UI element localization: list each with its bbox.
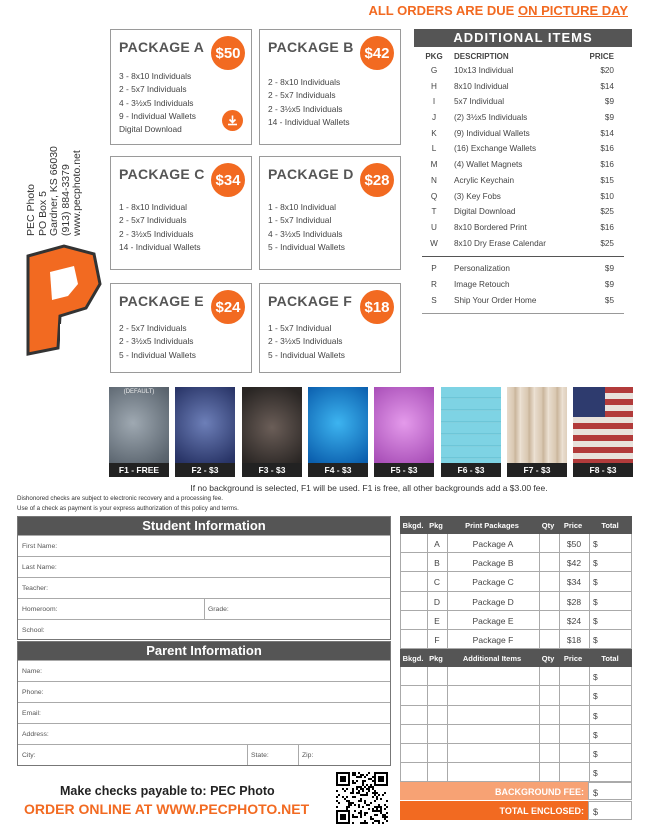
price-badge: $50: [211, 36, 245, 70]
package-title: PACKAGE A: [119, 39, 205, 55]
state-field: State:: [251, 752, 269, 759]
print-package-row[interactable]: D Package D $28 $: [401, 592, 631, 611]
address-field[interactable]: Address:: [18, 723, 390, 744]
additional-items-header: Bkgd. Pkg Additional Items Qty Price Total: [400, 649, 632, 667]
additional-order-row[interactable]: $: [401, 706, 631, 725]
additional-order-row[interactable]: $: [401, 744, 631, 763]
due-emphasis: ON PICTURE DAY: [517, 3, 628, 18]
zip-field: Zip:: [302, 752, 314, 759]
additional-item-row: U 8x10 Bordered Print $16: [431, 222, 614, 232]
package-a-card[interactable]: [110, 29, 252, 145]
disclaimer-line: Use of a check as payment is your express authorization of this policy and terms.: [17, 505, 239, 512]
background-fee-row[interactable]: BACKGROUND FEE: $: [400, 782, 632, 801]
price-badge: $24: [211, 290, 245, 324]
last-name-field[interactable]: Last Name:: [18, 556, 390, 577]
package-f-card[interactable]: [259, 283, 401, 373]
package-items: 2 - 5x7 Individuals 2 - 3½x5 Individuals 5 - Individual Wallets: [119, 323, 196, 360]
additional-item-row: S Ship Your Order Home $5: [431, 295, 614, 305]
package-title: PACKAGE B: [268, 39, 354, 55]
package-d-card[interactable]: [259, 156, 401, 270]
additional-order-row[interactable]: $: [401, 686, 631, 705]
additional-item-row: K (9) Individual Wallets $14: [431, 128, 614, 138]
order-online-link[interactable]: ORDER ONLINE AT WWW.PECPHOTO.NET: [24, 801, 310, 817]
order-table: [400, 516, 632, 820]
additional-order-row[interactable]: $: [401, 763, 631, 782]
homeroom-field: Homeroom:: [22, 606, 58, 613]
parent-name-field[interactable]: Name:: [18, 660, 390, 681]
background-note: If no background is selected, F1 will be used. F1 is free, all other backgrounds add a $3.00 fee.: [190, 483, 548, 493]
package-items: 1 - 5x7 Individual 2 - 3½x5 Individuals 5 - Individual Wallets: [268, 323, 345, 360]
package-e-card[interactable]: [110, 283, 252, 373]
additional-item-row: M (4) Wallet Magnets $16: [430, 160, 614, 170]
background-f5[interactable]: F5 - $3: [374, 387, 434, 477]
download-icon: [222, 110, 243, 131]
price-badge: $18: [360, 290, 394, 324]
total-enclosed-row[interactable]: TOTAL ENCLOSED: $: [400, 801, 632, 820]
student-info-form: [17, 516, 391, 640]
package-items: 2 - 8x10 Individuals 2 - 5x7 Individuals 2 - 3½x5 Individuals 14 - Individual Wallets: [268, 77, 350, 127]
flag-stars: [573, 387, 605, 417]
city-field: City:: [22, 752, 36, 759]
package-title: PACKAGE D: [268, 166, 354, 182]
package-title: PACKAGE C: [119, 166, 205, 182]
additional-item-row: T Digital Download $25: [431, 207, 614, 217]
parent-info-title: Parent Information: [18, 642, 390, 660]
price-badge: $42: [360, 36, 394, 70]
disclaimer-line: Dishonored checks are subject to electronic recovery and a processing fee.: [17, 495, 224, 502]
additional-items-title: ADDITIONAL ITEMS: [414, 29, 632, 47]
print-package-row[interactable]: B Package B $42 $: [401, 553, 631, 572]
package-title: PACKAGE E: [119, 293, 204, 309]
price-badge: $28: [360, 163, 394, 197]
additional-items-header: PKG DESCRIPTION PRICE: [425, 52, 614, 61]
additional-item-row: I 5x7 Individual $9: [432, 97, 614, 107]
checks-payable: Make checks payable to: PEC Photo: [60, 784, 275, 798]
background-f2[interactable]: F2 - $3: [175, 387, 235, 477]
company-address: PEC Photo PO Box 5 Gardner, KS 66030 (913) 884-3379 www.pecphoto.net: [25, 146, 84, 236]
due-notice: ALL ORDERS ARE DUE ON PICTURE DAY: [368, 3, 628, 18]
package-b-card[interactable]: [259, 29, 401, 145]
print-package-row[interactable]: A Package A $50 $: [401, 534, 631, 553]
additional-item-row: J (2) 3½x5 Individuals $9: [431, 113, 614, 123]
background-f8[interactable]: F8 - $3: [573, 387, 633, 477]
additional-item-row: L (16) Exchange Wallets $16: [431, 144, 614, 154]
print-package-row[interactable]: F Package F $18 $: [401, 630, 631, 649]
student-info-title: Student Information: [18, 517, 390, 535]
package-c-card[interactable]: [110, 156, 252, 270]
phone-field[interactable]: Phone:: [18, 681, 390, 702]
divider: [422, 313, 624, 314]
package-title: PACKAGE F: [268, 293, 353, 309]
parent-info-form: [17, 641, 391, 766]
print-packages-header: Bkgd. Pkg Print Packages Qty Price Total: [400, 516, 632, 534]
price-badge: $34: [211, 163, 245, 197]
background-f6[interactable]: F6 - $3: [441, 387, 501, 477]
additional-items-table: [414, 29, 632, 314]
qr-code[interactable]: [334, 770, 390, 831]
pec-logo: [22, 244, 104, 361]
email-field[interactable]: Email:: [18, 702, 390, 723]
divider: [422, 256, 624, 257]
background-f1[interactable]: (DEFAULT) F1 - FREE: [109, 387, 169, 477]
additional-order-row[interactable]: $: [401, 667, 631, 686]
additional-item-row: N Acrylic Keychain $15: [431, 175, 614, 185]
teacher-field[interactable]: Teacher:: [18, 577, 390, 598]
print-package-row[interactable]: C Package C $34 $: [401, 572, 631, 591]
additional-item-row: R Image Retouch $9: [431, 279, 614, 289]
package-items: 1 - 8x10 Individual 2 - 5x7 Individuals 2 - 3½x5 Individuals 14 - Individual Wallets: [119, 202, 201, 252]
background-f4[interactable]: F4 - $3: [308, 387, 368, 477]
school-field[interactable]: School:: [18, 619, 390, 640]
additional-item-row: Q (3) Key Fobs $10: [430, 191, 614, 201]
background-f7[interactable]: F7 - $3: [507, 387, 567, 477]
city-state-zip-row[interactable]: [18, 744, 390, 765]
homeroom-grade-row[interactable]: [18, 598, 390, 619]
package-items: 3 - 8x10 Individuals 2 - 5x7 Individuals 4 - 3½x5 Individuals 9 - Individual Wallets Digital Download: [119, 71, 196, 135]
grade-field: Grade:: [208, 606, 229, 613]
background-f3[interactable]: F3 - $3: [242, 387, 302, 477]
first-name-field[interactable]: First Name:: [18, 535, 390, 556]
additional-item-row: H 8x10 Individual $14: [431, 81, 614, 91]
additional-order-row[interactable]: $: [401, 725, 631, 744]
package-items: 1 - 8x10 Individual 1 - 5x7 Individual 4 - 3½x5 Individuals 5 - Individual Wallets: [268, 202, 345, 252]
additional-item-row: P Personalization $9: [431, 264, 614, 274]
additional-item-row: G 10x13 Individual $20: [430, 66, 614, 75]
print-package-row[interactable]: E Package E $24 $: [401, 611, 631, 630]
additional-item-row: W 8x10 Dry Erase Calendar $25: [430, 238, 614, 248]
